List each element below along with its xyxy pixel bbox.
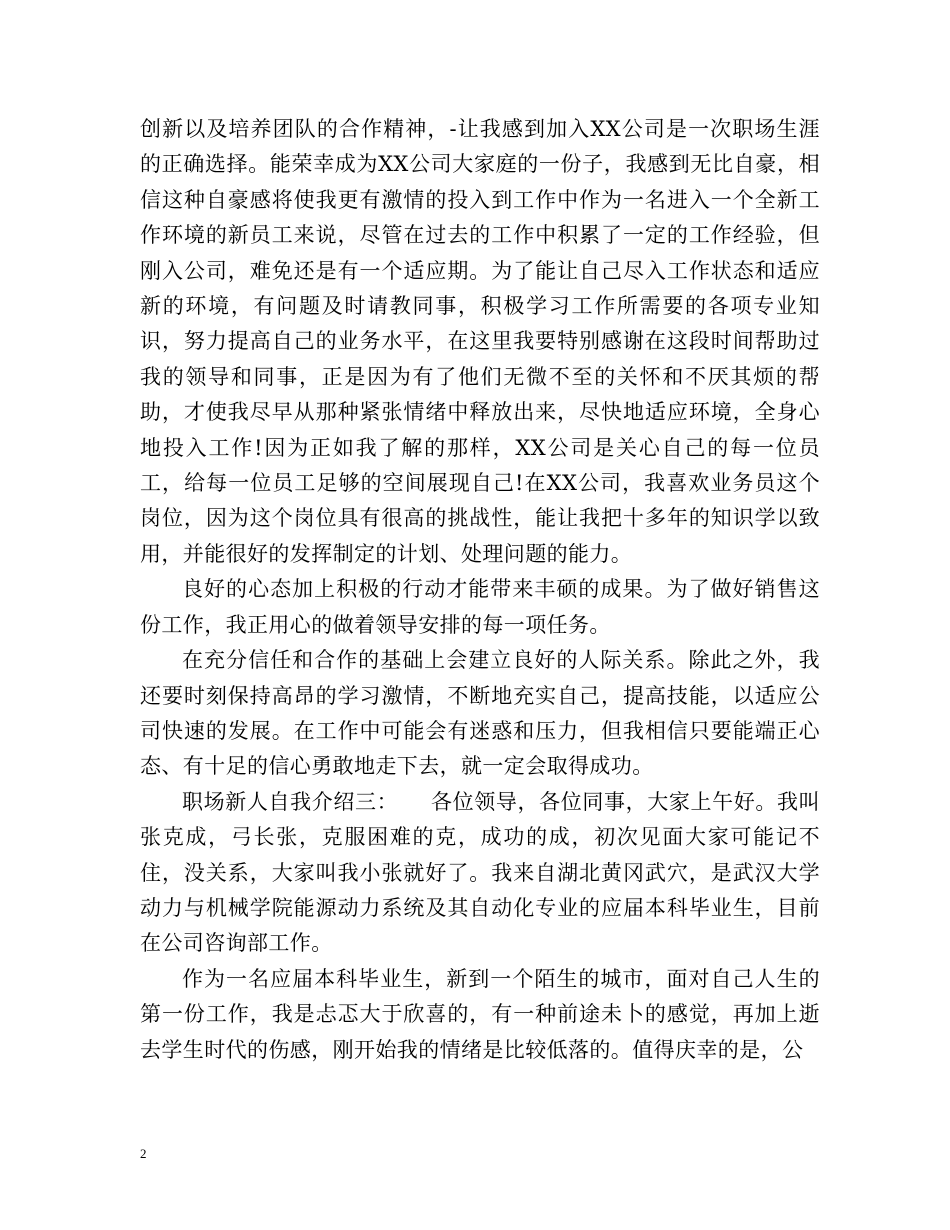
- paragraph-4: 职场新人自我介绍三： 各位领导，各位同事，大家上午好。我叫张克成，弓长张，克服困难的克，成功的成，初次见面大家可能记不住，没关系，大家叫我小张就好了。我来自湖北黄冈武穴，是武汉大学动力与机械学院能源动力系统及其自动化专业的应届本科毕业生，目前在公司咨询部工作。: [140, 789, 820, 956]
- paragraph-1: 创新以及培养团队的合作精神，-让我感到加入XX公司是一次职场生涯的正确选择。能荣幸成为XX公司大家庭的一份子，我感到无比自豪，相信这种自豪感将使我更有激情的投入到工作中作为一名进入一个全新工作环境的新员工来说，尽管在过去的工作中积累了一定的工作经验，但刚入公司，难免还是有一个适应期。为了能让自己尽入工作状态和适应新的环境，有问题及时请教同事，积极学习工作所需要的各项专业知识，努力提高自己的业务水平，在这里我要特别感谢在这段时间帮助过我的领导和同事，正是因为有了他们无微不至的关怀和不厌其烦的帮助，才使我尽早从那种紧张情绪中释放出来，尽快地适应环境，全身心地投入工作!因为正如我了解的那样，XX公司是关心自己的每一位员工，给每一位员工足够的空间展现自己!在XX公司，我喜欢业务员这个岗位，因为这个岗位具有很高的挑战性，能让我把十多年的知识学以致用，并能很好的发挥制定的计划、处理问题的能力。: [140, 117, 820, 566]
- paragraph-2: 良好的心态加上积极的行动才能带来丰硕的成果。为了做好销售这份工作，我正用心的做着领导安排的每一项任务。: [140, 577, 820, 637]
- paragraph-5: 作为一名应届本科毕业生，新到一个陌生的城市，面对自己人生的第一份工作，我是忐忑大于欣喜的，有一种前途未卜的感觉，再加上逝去学生时代的伤感，刚开始我的情绪是比较低落的。值得庆幸的是，公: [140, 966, 820, 1062]
- document-body: [140, 112, 820, 1068]
- page-number: 2: [140, 1146, 147, 1161]
- paragraph-3: 在充分信任和合作的基础上会建立良好的人际关系。除此之外，我还要时刻保持高昂的学习激情，不断地充实自己，提高技能，以适应公司快速的发展。在工作中可能会有迷惑和压力，但我相信只要能端正心态、有十足的信心勇敢地走下去，就一定会取得成功。: [140, 648, 820, 779]
